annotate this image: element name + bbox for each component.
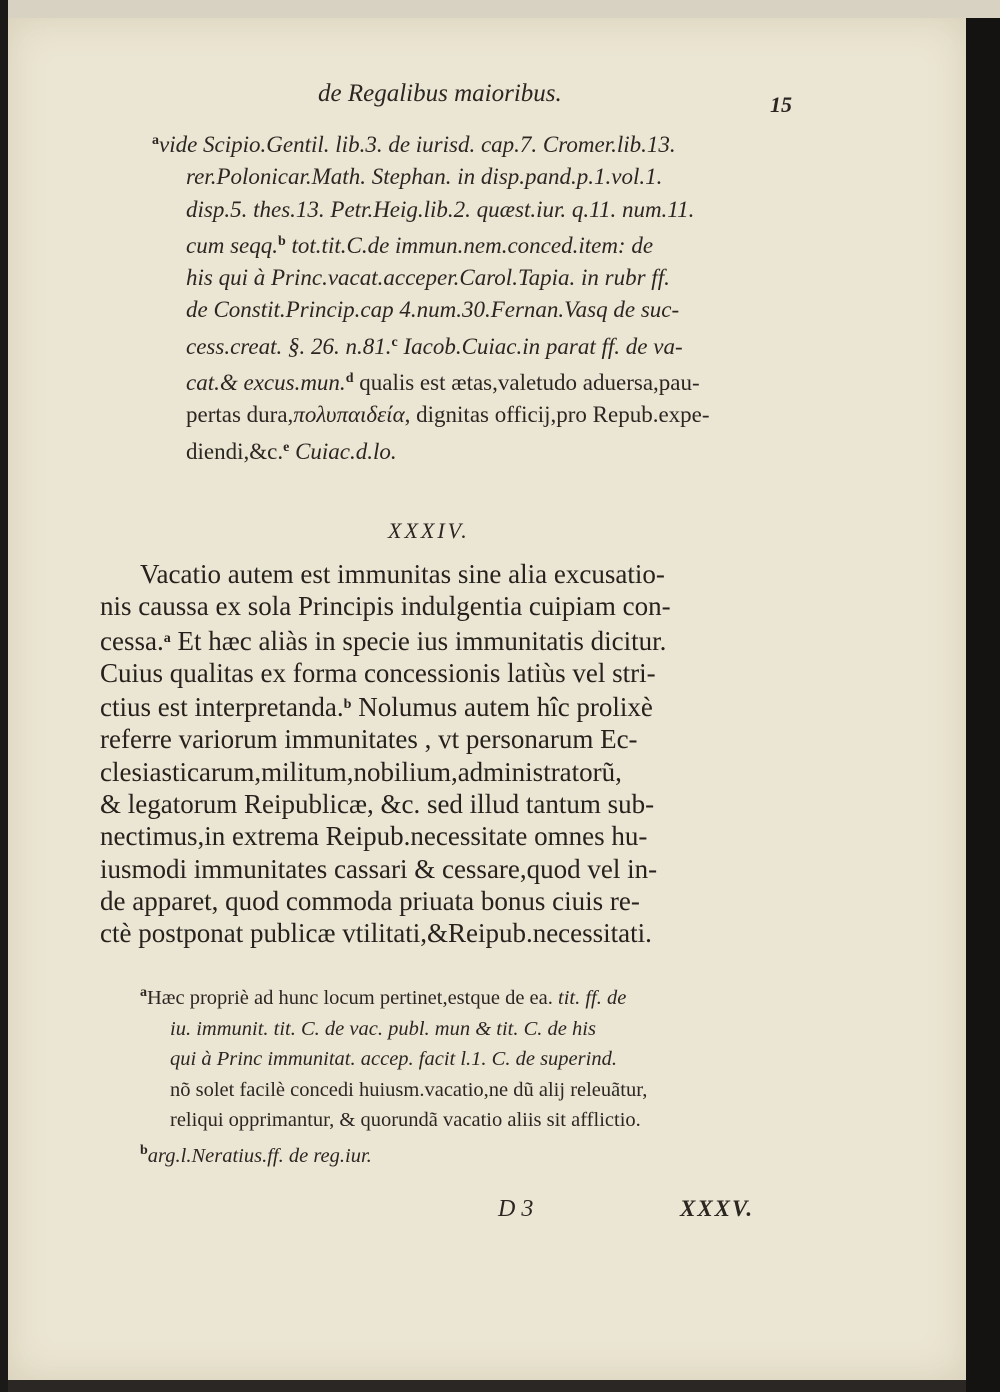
note-text: rer.Polonicar.Math. Stephan. in disp.pand.p.1.vol.1. xyxy=(186,164,663,190)
running-head: de Regalibus maioribus. xyxy=(318,80,562,107)
body-line: clesiasticarum,militum,nobilium,administratorũ, xyxy=(100,756,622,787)
catchword: XXXV. xyxy=(680,1196,755,1221)
body-line: nis caussa ex sola Principis indulgentia cuipiam con- xyxy=(100,591,671,622)
bottom-footnotes xyxy=(140,978,800,1171)
note-text: arg.l.Neratius.ff. de reg.iur. xyxy=(147,1144,372,1167)
body-line xyxy=(100,689,790,723)
body-line: ctè postponat publicæ vtilitati,&Reipub.necessitati. xyxy=(100,918,652,949)
note-line xyxy=(152,399,802,431)
note-marker: c xyxy=(391,334,398,350)
note-marker: b xyxy=(140,1142,148,1158)
note-marker: a xyxy=(140,985,147,1000)
note-text: vide Scipio.Gentil. lib.3. de iurisd. cap.7. Cromer.lib.13. xyxy=(159,132,676,157)
note-line xyxy=(140,978,800,1014)
note-line: iu. immunit. tit. C. de vac. publ. mun & tit. C. de his xyxy=(170,1017,596,1040)
note-line: nõ solet facilè concedi huiusm.vacatio,ne dũ alij releuãtur, xyxy=(170,1078,648,1101)
note-text: tit. ff. de xyxy=(552,987,627,1009)
note-text: cum seqq. xyxy=(186,232,278,258)
note-marker: b xyxy=(343,697,352,713)
note-text: cess.creat. §. 26. n.81. xyxy=(186,333,392,359)
note-text: Iacob.Cuiac.in parat ff. de va- xyxy=(397,333,683,359)
top-footnotes xyxy=(152,125,802,468)
body-line: iusmodi immunitates cassari & cessare,quod vel in- xyxy=(100,853,658,884)
signature-mark: D 3 xyxy=(498,1196,534,1222)
body-line: Vacatio autem est immunitas sine alia excusatio- xyxy=(140,559,665,589)
note-line: qui à Princ immunitat. accep. facit l.1. C. de superind. xyxy=(170,1048,617,1070)
note-text: diendi,&c. xyxy=(186,438,284,464)
note-text: cat.& excus.mun. xyxy=(186,370,346,396)
note-line xyxy=(152,262,802,294)
body-line: & legatorum Reipublicæ, &c. sed illud tantum sub- xyxy=(100,789,655,820)
note-marker: a xyxy=(163,630,171,646)
body-text: cessa. xyxy=(100,625,164,656)
note-line: reliqui opprimantur, & quorundã vacatio aliis sit afflictio. xyxy=(170,1109,641,1131)
body-text: Et hæc aliàs in specie ius immunitatis dicitur. xyxy=(170,625,667,656)
note-text: qualis est ætas,valetudo aduersa,pau- xyxy=(353,370,700,396)
note-marker: d xyxy=(345,371,354,387)
body-line: de apparet, quod commoda priuata bonus ciuis re- xyxy=(100,885,640,916)
body-line: Cuius qualitas ex forma concessionis latiùs vel stri- xyxy=(100,657,656,688)
note-marker: b xyxy=(277,233,286,249)
note-text: de Constit.Princip.cap 4.num.30.Fernan.Vasq de suc- xyxy=(186,297,680,323)
scan-border-left xyxy=(0,0,8,1392)
body-line: nectimus,in extrema Reipub.necessitate omnes hu- xyxy=(100,821,648,852)
body-text: Nolumus autem hîc prolixè xyxy=(351,692,653,723)
body-paragraph xyxy=(100,558,790,950)
note-text: his qui à Princ.vacat.acceper.Carol.Tapia. in rubr ff. xyxy=(186,265,670,291)
note-marker: e xyxy=(283,439,290,455)
note-line xyxy=(152,363,802,399)
body-line: referre variorum immunitates , vt personarum Ec- xyxy=(100,724,638,755)
note-text: , dignitas officij,pro Repub.expe- xyxy=(404,402,710,428)
note-marker: a xyxy=(152,133,159,148)
note-line xyxy=(152,432,802,468)
note-line xyxy=(152,125,802,161)
greek-word: πολυπαιδεία xyxy=(293,402,405,428)
note-text: Cuiac.d.lo. xyxy=(289,438,397,464)
note-text: tot.tit.C.de immun.nem.conced.item: de xyxy=(285,232,654,258)
note-line xyxy=(140,1136,800,1172)
note-line xyxy=(152,327,802,363)
note-line xyxy=(152,194,802,226)
section-heading: XXXIV. xyxy=(388,518,470,543)
note-line xyxy=(152,226,802,262)
note-text: disp.5. thes.13. Petr.Heig.lib.2. quæst.iur. q.11. num.11. xyxy=(186,196,695,222)
scan-border-top xyxy=(0,0,1000,18)
note-line xyxy=(152,294,802,326)
body-line xyxy=(100,623,790,657)
body-text: ctius est interpretanda. xyxy=(100,692,344,723)
note-line xyxy=(152,161,802,193)
page-number: 15 xyxy=(770,92,792,117)
note-text: Hæc propriè ad hunc locum pertinet,estque de ea. xyxy=(147,987,553,1009)
note-text: pertas dura, xyxy=(186,402,294,428)
scan-border-right xyxy=(966,18,1000,1392)
